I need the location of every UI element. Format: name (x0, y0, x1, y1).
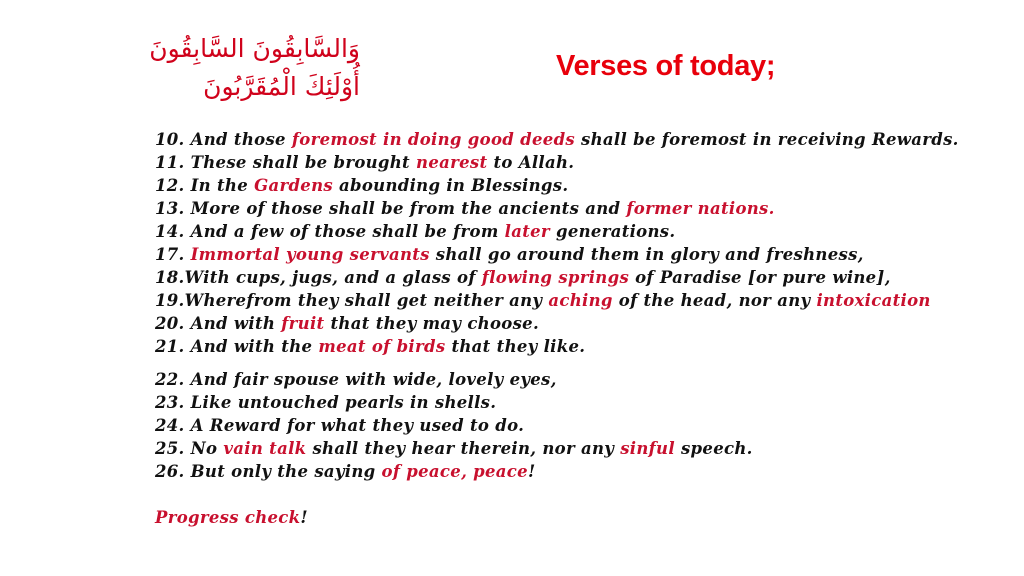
verse-text: that they may choose. (324, 314, 540, 333)
verses-list (155, 128, 959, 529)
verse-line (155, 220, 959, 243)
verse-highlight: of peace, peace (381, 462, 528, 481)
verse-highlight: aching (548, 291, 613, 310)
verse-line (155, 151, 959, 174)
spacer (155, 358, 959, 368)
verse-text: shall they hear therein, nor any (306, 439, 621, 458)
progress-check (155, 506, 959, 529)
verse-number: 23. (155, 393, 185, 412)
verse-number: 17. (155, 245, 185, 264)
progress-check-label: Progress check (155, 508, 301, 527)
verse-number: 26. (155, 462, 185, 481)
verse-text: A Reward for what they used to do. (184, 416, 525, 435)
verse-line (155, 368, 959, 391)
verse-highlight: intoxication (816, 291, 931, 310)
verse-text: shall go around them in glory and freshness, (429, 245, 864, 264)
progress-check-suffix: ! (300, 508, 308, 527)
verse-number: 21. (155, 337, 185, 356)
verse-number: 14. (155, 222, 185, 241)
verse-highlight: Immortal young servants (190, 245, 430, 264)
verse-line (155, 460, 959, 483)
arabic-verse (149, 30, 360, 106)
verse-text: of the head, nor any (612, 291, 817, 310)
verse-line (155, 414, 959, 437)
verse-number: 10. (155, 130, 185, 149)
verse-text: Wherefrom they shall get neither any (184, 291, 549, 310)
verse-line (155, 391, 959, 414)
verse-highlight: foremost in doing good deeds (291, 130, 575, 149)
verse-text: More of those shall be from the ancients and (184, 199, 627, 218)
verse-number: 22. (155, 370, 185, 389)
verse-text: No (184, 439, 224, 458)
verse-text: And a few of those shall be from (184, 222, 505, 241)
verse-text: that they like. (445, 337, 586, 356)
verse-line (155, 312, 959, 335)
verse-number: 24. (155, 416, 185, 435)
verse-text: But only the saying (184, 462, 382, 481)
verse-text: speech. (674, 439, 753, 458)
verse-text: With cups, jugs, and a glass of (184, 268, 482, 287)
verse-text: And with (184, 314, 282, 333)
spacer (155, 483, 959, 506)
verse-line (155, 197, 959, 220)
verse-highlight: former nations. (626, 199, 775, 218)
verse-line (155, 437, 959, 460)
verses-group-2 (155, 368, 959, 483)
verse-number: 11. (155, 153, 185, 172)
verse-text: In the (184, 176, 255, 195)
verse-text: shall be foremost in receiving Rewards. (575, 130, 959, 149)
verse-text: And fair spouse with wide, lovely eyes, (184, 370, 557, 389)
verse-text: Like untouched pearls in shells. (184, 393, 497, 412)
verse-number: 12. (155, 176, 185, 195)
verse-text: to Allah. (487, 153, 575, 172)
verse-number: 20. (155, 314, 185, 333)
verse-line (155, 128, 959, 151)
verse-highlight: fruit (281, 314, 325, 333)
verse-text: And with the (184, 337, 319, 356)
verse-line (155, 335, 959, 358)
verse-text: of Paradise [or pure wine], (629, 268, 891, 287)
verse-text: abounding in Blessings. (332, 176, 569, 195)
verse-highlight: Gardens (254, 176, 333, 195)
arabic-line-2: أُوْلَئِكَ الْمُقَرَّبُونَ (203, 72, 360, 101)
arabic-line-1: وَالسَّابِقُونَ السَّابِقُونَ (149, 34, 360, 63)
verse-text: ! (527, 462, 536, 481)
verse-number: 13. (155, 199, 185, 218)
verse-number: 25. (155, 439, 185, 458)
verse-highlight: nearest (416, 153, 488, 172)
verse-line (155, 266, 959, 289)
verse-line (155, 289, 959, 312)
verse-number: 18. (155, 268, 185, 287)
verse-text: And those (184, 130, 292, 149)
verse-highlight: vain talk (223, 439, 307, 458)
verse-text: generations. (549, 222, 676, 241)
verse-text: These shall be brought (184, 153, 417, 172)
verse-highlight: flowing springs (481, 268, 630, 287)
verse-highlight: later (504, 222, 550, 241)
verses-group-1 (155, 128, 959, 358)
verse-line (155, 174, 959, 197)
page-title: Verses of today; (556, 50, 776, 82)
verse-highlight: sinful (620, 439, 675, 458)
verse-number: 19. (155, 291, 185, 310)
verse-line (155, 243, 959, 266)
verse-highlight: meat of birds (318, 337, 446, 356)
